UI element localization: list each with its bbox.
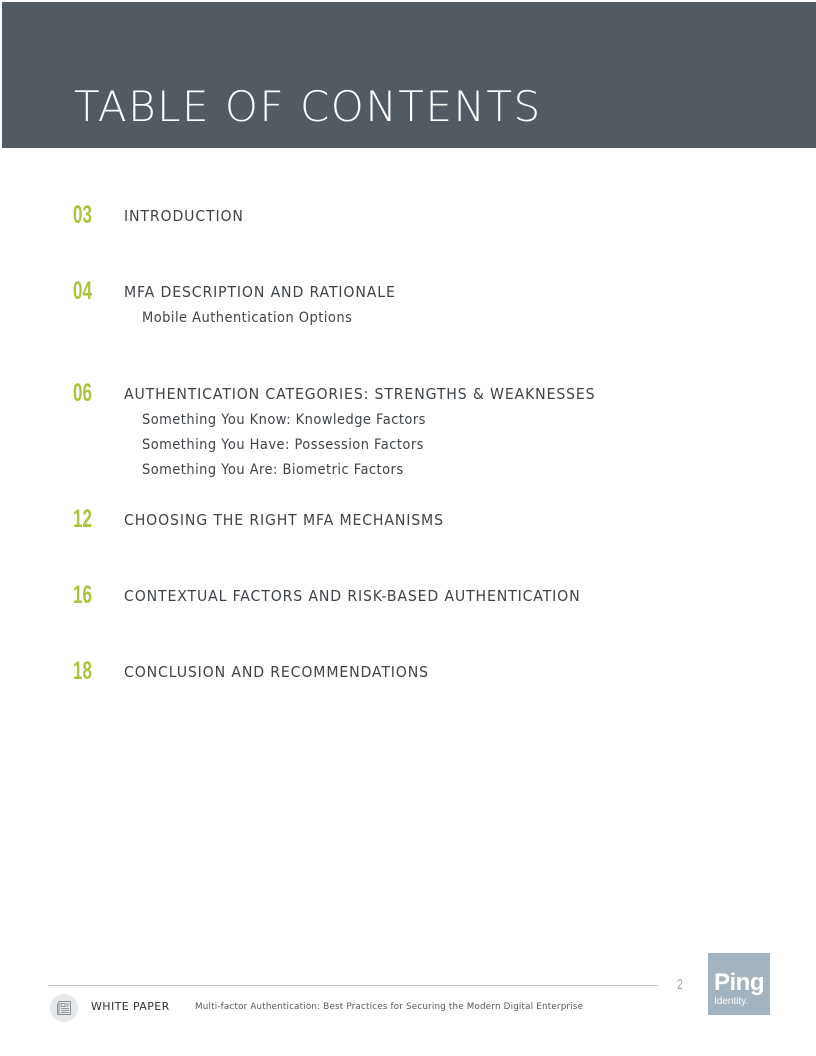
footer-divider [48, 985, 658, 986]
logo-wordmark: Ping [714, 969, 764, 996]
newspaper-icon-glyph [56, 1000, 72, 1016]
toc-subsection[interactable]: Something You Know: Knowledge Factors [142, 412, 426, 428]
toc-subsection[interactable]: Something You Have: Possession Factors [142, 437, 424, 453]
page-number: 2 [677, 976, 683, 993]
logo-tagline: Identity. [714, 996, 749, 1007]
toc-section-title[interactable]: CHOOSING THE RIGHT MFA MECHANISMS [124, 511, 444, 529]
toc-section-title[interactable]: INTRODUCTION [124, 207, 244, 225]
toc-subsection[interactable]: Something You Are: Biometric Factors [142, 462, 404, 478]
ping-identity-logo [708, 953, 770, 1015]
document-subtitle: Multi-factor Authentication: Best Practices for Securing the Modern Digital Enterprise [195, 1002, 584, 1012]
toc-section-title[interactable]: CONCLUSION AND RECOMMENDATIONS [124, 663, 429, 681]
document-type-label: WHITE PAPER [91, 1000, 170, 1013]
toc-page-number: 16 [73, 581, 92, 609]
toc-page-number: 12 [73, 505, 92, 533]
header-banner [2, 2, 816, 148]
newspaper-icon [50, 994, 78, 1022]
toc-section-title[interactable]: AUTHENTICATION CATEGORIES: STRENGTHS & WEAKNESSES [124, 385, 596, 403]
toc-section-title[interactable]: CONTEXTUAL FACTORS AND RISK-BASED AUTHENTICATION [124, 587, 581, 605]
toc-page-number: 06 [73, 379, 92, 407]
toc-page-number: 18 [73, 657, 92, 685]
toc-page-number: 03 [73, 201, 92, 229]
toc-section-title[interactable]: MFA DESCRIPTION AND RATIONALE [124, 283, 396, 301]
toc-page-number: 04 [73, 277, 92, 305]
toc-subsection[interactable]: Mobile Authentication Options [142, 310, 353, 326]
page-title: TABLE OF CONTENTS [74, 82, 542, 131]
